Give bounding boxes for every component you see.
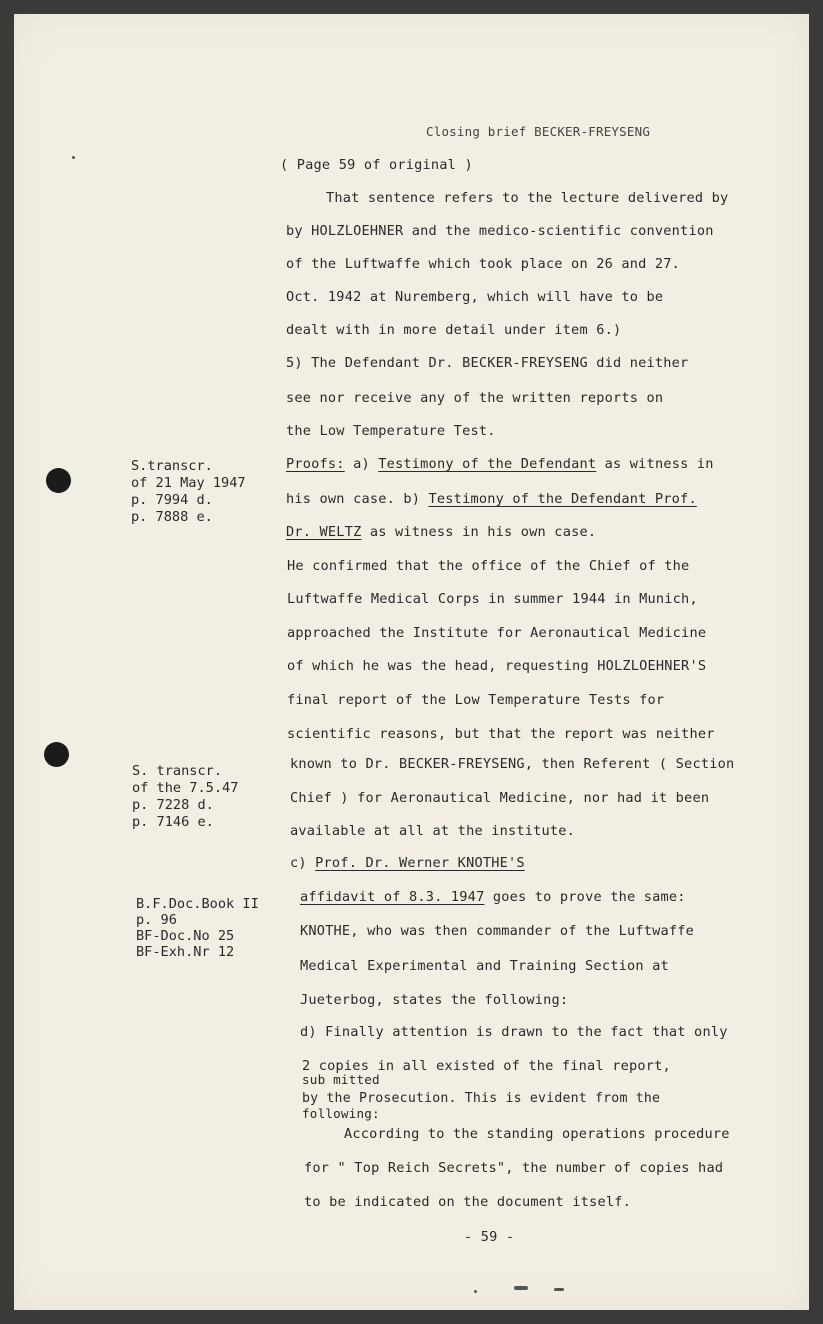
- text-segment: c): [290, 855, 316, 871]
- text-segment: as witness in his own case.: [361, 524, 597, 540]
- body-line: [302, 1106, 380, 1121]
- page-reference: ( Page 59 of original ): [280, 157, 473, 173]
- margin-note-line: BF-Doc.No 25: [136, 928, 235, 944]
- text-segment: final report of the Low Temperature Tests for: [287, 692, 665, 708]
- text-segment: by the Prosecution. This is evident from the: [302, 1091, 661, 1106]
- text-segment: goes to prove the same:: [484, 889, 686, 905]
- text-segment: Chief ) for Aeronautical Medicine, nor had it been: [290, 790, 710, 806]
- margin-note-line: p. 7228 d.: [132, 797, 214, 813]
- margin-note-line: p. 7994 d.: [131, 492, 213, 508]
- body-line: [286, 524, 596, 540]
- body-line: [287, 726, 715, 742]
- margin-note-line: S.transcr.: [131, 458, 213, 474]
- text-segment: as witness in: [596, 456, 714, 472]
- body-line: [290, 756, 734, 772]
- body-line: [290, 855, 525, 871]
- text-segment: sub mitted: [302, 1072, 380, 1087]
- text-segment: 2 copies in all existed of the final report,: [302, 1058, 671, 1074]
- body-line: [286, 322, 621, 338]
- margin-note-1: [131, 458, 246, 526]
- text-segment: According to the standing operations procedure: [344, 1126, 730, 1142]
- text-segment: Jueterbog, states the following:: [300, 992, 569, 1008]
- text-segment: to be indicated on the document itself.: [304, 1194, 631, 1210]
- body-line: [286, 491, 697, 507]
- margin-note-line: of the 7.5.47: [132, 780, 239, 796]
- text-segment: of the Luftwaffe which took place on 26 and 27.: [286, 256, 681, 272]
- text-segment: for " Top Reich Secrets", the number of copies had: [304, 1160, 724, 1176]
- underlined-text: Proofs:: [286, 456, 345, 472]
- text-segment: 5) The Defendant Dr. BECKER-FREYSENG did neither: [286, 355, 689, 371]
- document-page: [14, 14, 809, 1310]
- body-line: [286, 456, 714, 472]
- margin-note-line: B.F.Doc.Book II: [136, 896, 259, 912]
- ink-speck: [474, 1290, 477, 1293]
- margin-note-line: p. 7888 e.: [131, 509, 213, 525]
- text-segment: scientific reasons, but that the report was neither: [287, 726, 715, 742]
- margin-note-line: BF-Exh.Nr 12: [136, 944, 235, 960]
- body-line: [286, 355, 688, 371]
- text-segment: He confirmed that the office of the Chief of the: [287, 558, 690, 574]
- body-line: [287, 658, 706, 674]
- body-line: [344, 1126, 730, 1142]
- margin-note-line: p. 7146 e.: [132, 814, 214, 830]
- body-line: [286, 423, 496, 439]
- body-line: [287, 591, 698, 607]
- underlined-text: Testimony of the Defendant Prof.: [428, 491, 697, 507]
- body-line: [304, 1194, 631, 1210]
- body-line: [287, 558, 689, 574]
- text-segment: Medical Experimental and Training Section at: [300, 958, 669, 974]
- ink-speck: [554, 1288, 564, 1291]
- text-segment: known to Dr. BECKER-FREYSENG, then Referent ( Section: [290, 756, 735, 772]
- ink-speck: [514, 1286, 528, 1290]
- body-line: [287, 692, 664, 708]
- body-line: [290, 823, 575, 839]
- ink-speck: [72, 156, 75, 159]
- text-segment: of which he was the head, requesting HOLZLOEHNER'S: [287, 658, 707, 674]
- body-line: [304, 1160, 723, 1176]
- text-segment: the Low Temperature Test.: [286, 423, 496, 439]
- text-segment: see nor receive any of the written reports on: [286, 390, 664, 406]
- text-segment: dealt with in more detail under item 6.): [286, 322, 622, 338]
- margin-note-line: of 21 May 1947: [131, 475, 246, 491]
- body-line: [300, 958, 669, 974]
- margin-note-2: [132, 763, 238, 831]
- margin-note-line: p. 96: [136, 912, 177, 928]
- text-segment: a): [344, 456, 379, 472]
- body-line: [286, 223, 714, 239]
- margin-note-3: [136, 896, 259, 960]
- body-line: [287, 625, 706, 641]
- body-line: [290, 790, 709, 806]
- body-line: [300, 923, 694, 939]
- body-line: [300, 992, 568, 1008]
- text-segment: approached the Institute for Aeronautical Medicine: [287, 625, 707, 641]
- page-footer: - 59 -: [464, 1229, 515, 1245]
- body-line: [286, 390, 663, 406]
- text-segment: That sentence refers to the lecture delivered by: [326, 190, 729, 206]
- body-line: [286, 256, 680, 272]
- body-line: [302, 1072, 380, 1087]
- page-header: Closing brief BECKER-FREYSENG: [426, 124, 651, 139]
- body-line: [326, 190, 728, 206]
- text-segment: d) Finally attention is drawn to the fact that only: [300, 1024, 728, 1040]
- text-segment: his own case. b): [286, 491, 429, 507]
- margin-note-line: S. transcr.: [132, 763, 223, 779]
- underlined-text: Prof. Dr. Werner KNOTHE'S: [315, 855, 525, 871]
- punch-hole-bottom: [44, 742, 69, 767]
- text-segment: Oct. 1942 at Nuremberg, which will have to be: [286, 289, 664, 305]
- text-segment: available at all at the institute.: [290, 823, 576, 839]
- punch-hole-top: [46, 468, 71, 493]
- underlined-text: affidavit of 8.3. 1947: [300, 889, 485, 905]
- text-segment: by HOLZLOEHNER and the medico-scientific convention: [286, 223, 714, 239]
- underlined-text: Dr. WELTZ: [286, 524, 362, 540]
- text-segment: following:: [302, 1106, 380, 1121]
- text-segment: Luftwaffe Medical Corps in summer 1944 in Munich,: [287, 591, 698, 607]
- body-line: [286, 289, 663, 305]
- underlined-text: Testimony of the Defendant: [378, 456, 597, 472]
- text-segment: KNOTHE, who was then commander of the Luftwaffe: [300, 923, 695, 939]
- body-line: [300, 889, 686, 905]
- body-line: [302, 1091, 660, 1106]
- body-line: [300, 1024, 728, 1040]
